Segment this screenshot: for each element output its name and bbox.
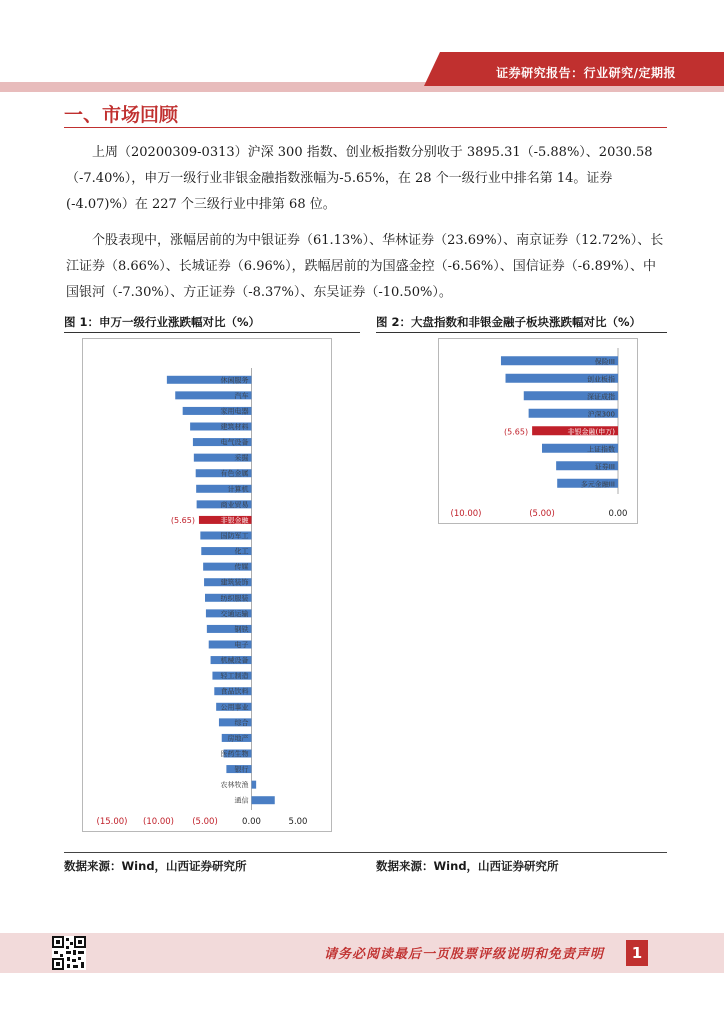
figure-1-caption: 图 1：申万一级行业涨跌幅对比（%）	[64, 315, 261, 329]
figure-2-caption: 图 2：大盘指数和非银金融子板块涨跌幅对比（%）	[376, 315, 642, 329]
chart1-category-label: 食品饮料	[220, 687, 249, 696]
chart1-x-tick-label: (15.00)	[96, 817, 128, 827]
figure-2-source: 数据来源：Wind，山西证券研究所	[376, 859, 559, 873]
figure-1-source: 数据来源：Wind，山西证券研究所	[64, 859, 247, 873]
chart2-category-label: 保险III	[594, 357, 615, 366]
section-divider	[64, 127, 667, 128]
chart1-category-label: 建筑装饰	[220, 578, 249, 587]
chart1-category-label: 休闲服务	[220, 376, 249, 385]
chart-industry-returns	[82, 338, 332, 832]
chart1-category-label: 银行	[234, 765, 249, 774]
chart1-category-label: 电子	[234, 641, 249, 649]
chart1-category-label: 房地产	[227, 734, 249, 743]
chart1-category-label: 通信	[234, 796, 249, 805]
chart2-category-label: 沪深300	[587, 410, 615, 419]
chart2-category-label: 深证成指	[587, 392, 615, 401]
qr-code-icon	[52, 936, 86, 970]
chart1-category-label: 医药生物	[220, 750, 249, 758]
chart1-category-label: 商业贸易	[220, 500, 249, 509]
chart1-category-label: 农林牧渔	[220, 781, 249, 790]
page-number: 1	[626, 940, 648, 966]
chart1-category-label: 计算机	[227, 485, 249, 494]
figure-2-rule	[376, 332, 667, 333]
chart1-bar	[252, 796, 275, 804]
chart1-category-label: 纺织服装	[220, 594, 249, 603]
chart1-category-label: 化工	[234, 547, 249, 556]
chart-index-vs-subsector	[438, 338, 638, 524]
chart1-category-label: 家用电器	[220, 407, 249, 416]
report-type-label: 证券研究报告：行业研究/定期报	[496, 66, 676, 80]
chart1-x-tick-label: 5.00	[288, 817, 308, 827]
chart1-category-label: 轻工制造	[220, 672, 249, 681]
chart1-category-label: 交通运输	[220, 609, 249, 618]
chart1-x-tick-label: (5.00)	[192, 817, 218, 827]
chart1-category-label: 钢铁	[234, 625, 249, 634]
chart1-category-label: 建筑材料	[220, 423, 249, 431]
chart1-category-label: 非银金融	[220, 516, 249, 525]
chart1-x-tick-label: 0.00	[242, 817, 261, 827]
footer-disclaimer: 请务必阅读最后一页股票评级说明和免责声明	[323, 947, 604, 962]
chart2-category-label: 证券III	[594, 462, 615, 471]
chart2-category-label: 多元金融III	[580, 480, 615, 489]
chart1-category-label: 综合	[234, 718, 249, 727]
chart2-category-label: 创业板指	[587, 375, 615, 384]
chart1-category-label: 传媒	[234, 563, 249, 572]
chart1-highlight-value-label: (5.65)	[170, 515, 195, 525]
section-title: 一、市场回顾	[64, 104, 179, 126]
chart1-category-label: 电气设备	[220, 438, 249, 447]
figure-bottom-rule	[64, 852, 667, 853]
chart2-highlight-value-label: (5.65)	[504, 427, 529, 437]
chart1-category-label: 有色金属	[220, 469, 249, 478]
paragraph-market-review: 上周（20200309-0313）沪深 300 指数、创业板指数分别收于 3895.31（-5.88%）、2030.58（-7.40%），申万一级行业非银金融指数涨幅为-5.65%，在 28 个一级行业中排名第 14。证券(-4.07)%）在 227 个三级行业中排第 68 位。	[66, 145, 653, 212]
chart2-category-label: 上证指数	[587, 445, 615, 454]
chart2-x-tick-label: (10.00)	[450, 509, 482, 519]
chart2-category-label: 非银金融(申万)	[567, 427, 615, 436]
chart2-x-tick-label: 0.00	[608, 509, 628, 519]
chart1-category-label: 机械设备	[220, 656, 249, 665]
chart1-category-label: 国防军工	[220, 532, 249, 540]
chart1-x-tick-label: (10.00)	[143, 817, 174, 827]
chart1-bar	[252, 781, 257, 789]
chart2-x-tick-label: (5.00)	[529, 509, 555, 519]
chart1-category-label: 公用事业	[220, 703, 249, 712]
figure-1-rule	[64, 332, 360, 333]
chart1-category-label: 汽车	[234, 391, 249, 400]
chart1-category-label: 采掘	[234, 454, 249, 463]
paragraph-stock-performance: 个股表现中，涨幅居前的为中银证券（61.13%）、华林证券（23.69%）、南京证券（12.72%）、长江证券（8.66%）、长城证券（6.96%），跌幅居前的为国盛金控（-6.56%）、国信证券（-6.89%）、中国银河（-7.30%）、方正证券（-8.37%）、东吴证券（-10.50%）。	[66, 233, 664, 300]
